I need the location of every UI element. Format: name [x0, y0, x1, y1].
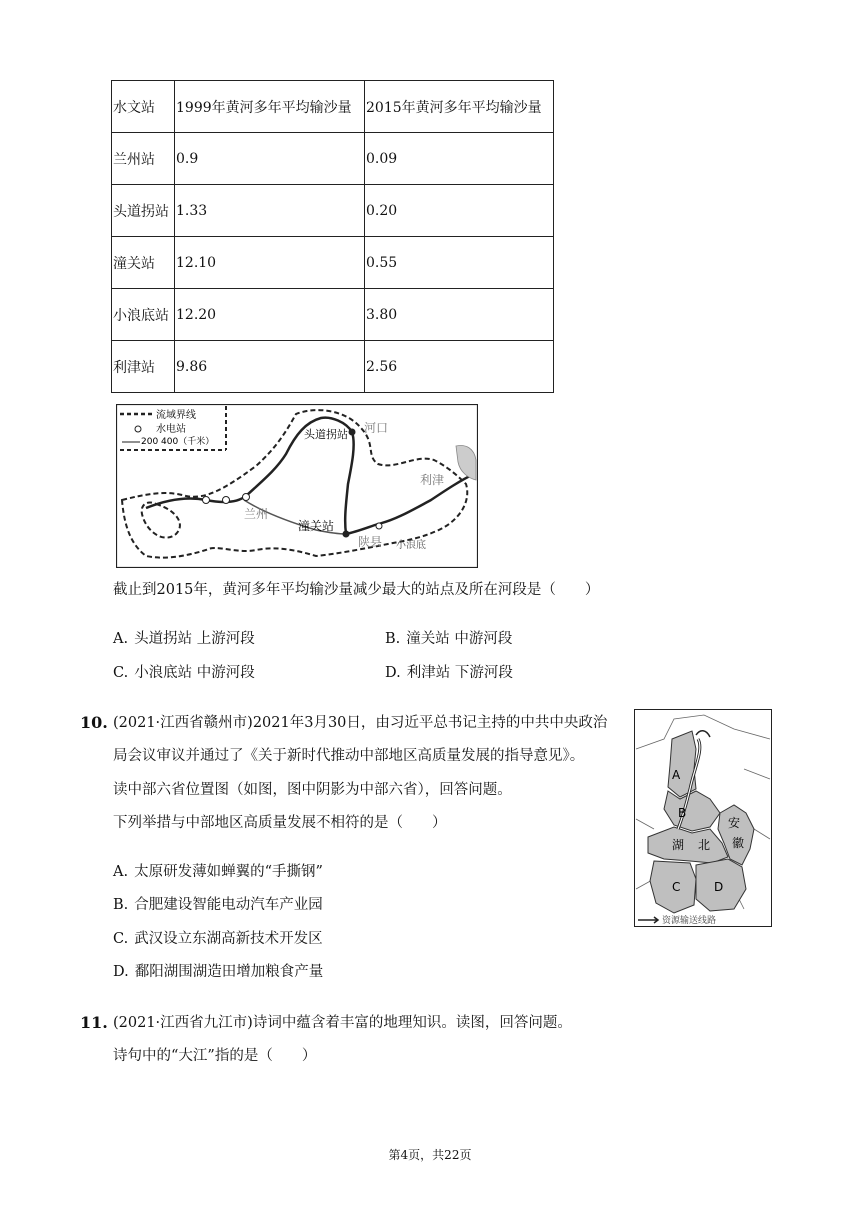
table-header-cell: 2015年黄河多年平均输沙量: [365, 81, 554, 133]
legend-station-label: 水电站: [156, 424, 186, 435]
q10-line-1: (2021·江西省赣州市)2021年3月30日，由习近平总书记主持的中共中央政治: [113, 715, 608, 731]
q9-option-d[interactable]: [385, 663, 513, 683]
station-marker: [376, 523, 382, 529]
table-row: [112, 341, 554, 393]
table-header-cell: 1999年黄河多年平均输沙量: [175, 81, 365, 133]
q11-line-2: 诗句中的“大江”指的是（ ）: [113, 1048, 317, 1064]
option-letter: A.: [113, 631, 129, 647]
label-d: D: [714, 880, 724, 894]
q10-line-4: 下列举措与中部地区高质量发展不相符的是（ ）: [113, 815, 447, 831]
label-lanzhou: 兰州: [244, 507, 269, 521]
station-marker: [203, 497, 210, 504]
label-an: 安: [728, 816, 741, 830]
table-row: [112, 133, 554, 185]
label-tongguan: 潼关站: [298, 519, 335, 533]
option-text: 太原研发薄如蝉翼的“手撕钢”: [134, 864, 323, 880]
table-cell: 0.09: [365, 133, 554, 185]
option-letter: C.: [113, 931, 129, 947]
option-letter: B.: [385, 631, 401, 647]
station-marker: [243, 494, 250, 501]
label-hui: 徽: [732, 836, 745, 850]
route-legend-label: 资源输送线路: [662, 916, 717, 926]
page-footer: 第4页，共22页: [388, 1148, 472, 1162]
central-provinces-map: [634, 709, 772, 927]
label-c: C: [672, 880, 681, 894]
legend-boundary-label: 流域界线: [156, 410, 196, 421]
option-text: 武汉设立东湖高新技术开发区: [134, 931, 323, 947]
option-text: 潼关站 中游河段: [406, 631, 513, 647]
label-toudaoguai: 头道拐站: [304, 428, 348, 441]
label-lijin: 利津: [420, 473, 445, 487]
label-a: A: [672, 768, 681, 782]
option-letter: C.: [113, 665, 129, 681]
q10-line-3: 读中部六省位置图（如图，图中阴影为中部六省），回答问题。: [113, 782, 512, 798]
q9-option-b[interactable]: [385, 629, 512, 649]
toudaoguai-marker: [349, 429, 356, 436]
table-cell: 9.86: [175, 341, 365, 393]
table-cell: 0.55: [365, 237, 554, 289]
q10-number: 10.: [80, 713, 108, 732]
label-xiaolangdi: 小浪底: [396, 540, 426, 551]
label-hu: 湖: [672, 838, 685, 852]
label-bei: 北: [698, 838, 711, 852]
table-cell: 小浪底站: [112, 289, 175, 341]
q9-option-c[interactable]: [113, 663, 255, 683]
label-hekou: 河口: [364, 421, 389, 435]
tongguan-marker: [343, 531, 350, 538]
table-row: [112, 237, 554, 289]
yellow-river-map: [116, 404, 478, 568]
table-header-cell: 水文站: [112, 81, 175, 133]
table-row: [112, 289, 554, 341]
option-letter: B.: [113, 897, 129, 913]
station-marker: [223, 497, 230, 504]
option-text: 头道拐站 上游河段: [134, 631, 255, 647]
table-cell: 潼关站: [112, 237, 175, 289]
table-cell: 0.20: [365, 185, 554, 237]
table-row: [112, 185, 554, 237]
q9-stem: 截止到2015年，黄河多年平均输沙量减少最大的站点及所在河段是（ ）: [113, 582, 600, 598]
table-cell: 12.10: [175, 237, 365, 289]
table-cell: 12.20: [175, 289, 365, 341]
option-text: 鄱阳湖围湖造田增加粮食产量: [134, 964, 324, 980]
sediment-table: [111, 80, 554, 393]
table-cell: 3.80: [365, 289, 554, 341]
option-letter: D.: [385, 665, 401, 681]
table-cell: 头道拐站: [112, 185, 175, 237]
q9-option-a[interactable]: [113, 629, 255, 649]
q10-option-d[interactable]: [113, 962, 323, 982]
table-row: [112, 81, 554, 133]
q11-number: 11.: [80, 1013, 108, 1032]
option-text: 合肥建设智能电动汽车产业园: [134, 897, 323, 913]
q10-option-b[interactable]: [113, 895, 323, 915]
q10-line-2: 局会议审议并通过了《关于新时代推动中部地区高质量发展的指导意见》。: [113, 748, 585, 764]
option-letter: D.: [113, 964, 129, 980]
q10-option-c[interactable]: [113, 929, 323, 949]
option-text: 利津站 下游河段: [406, 665, 513, 681]
table-cell: 1.33: [175, 185, 365, 237]
table-cell: 兰州站: [112, 133, 175, 185]
table-cell: 2.56: [365, 341, 554, 393]
legend-scale-label: 200 400（千米）: [141, 437, 215, 447]
label-b: B: [678, 806, 687, 820]
option-letter: A.: [113, 864, 129, 880]
option-text: 小浪底站 中游河段: [134, 665, 255, 681]
q11-line-1: (2021·江西省九江市)诗词中蕴含着丰富的地理知识。读图，回答问题。: [113, 1015, 572, 1031]
q10-option-a[interactable]: [113, 862, 323, 882]
table-cell: 0.9: [175, 133, 365, 185]
table-cell: 利津站: [112, 341, 175, 393]
label-shaan: 陕县: [358, 535, 383, 549]
